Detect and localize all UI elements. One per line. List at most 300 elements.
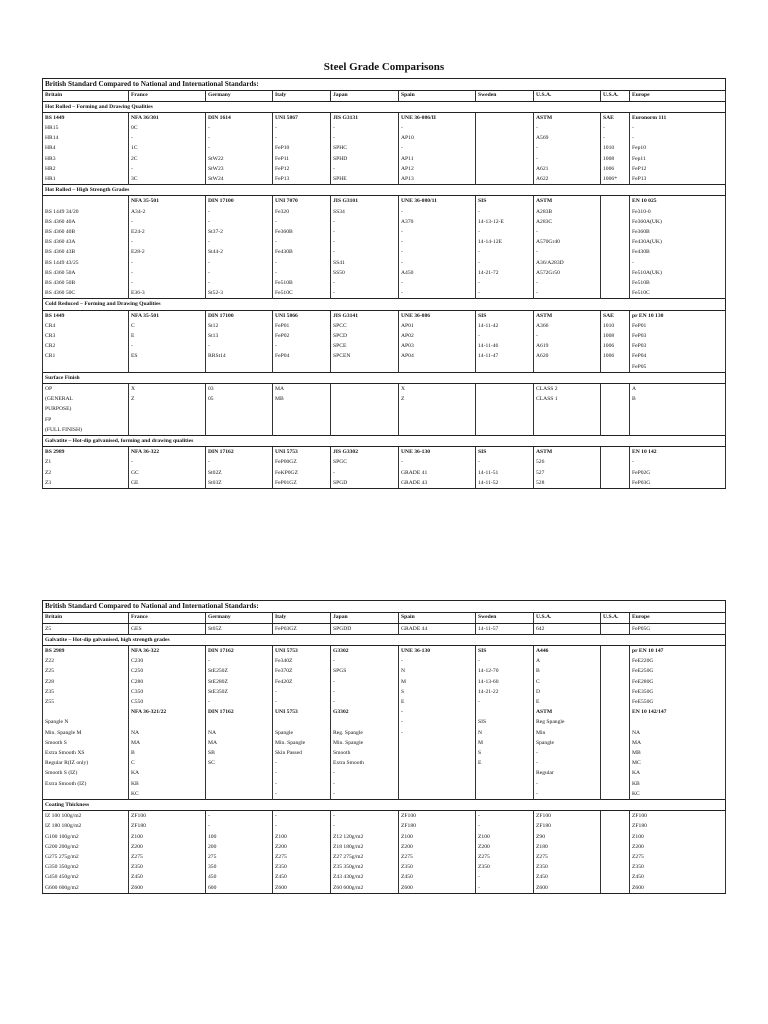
table-cell: FeP13 — [630, 174, 726, 185]
table-cell: FeE220G — [630, 656, 726, 666]
table-cell: - — [399, 717, 476, 727]
column-header: U.S.A. — [601, 91, 630, 102]
table-cell: GRADE 44 — [399, 623, 476, 634]
table-cell: - — [206, 697, 273, 707]
table-cell: KB — [129, 779, 206, 789]
table-cell — [331, 404, 399, 414]
table-cell: SPGC — [331, 457, 399, 467]
table-cell: 14-11-57 — [476, 623, 534, 634]
table-cell: UNE 36-130 — [399, 645, 476, 656]
table-cell: Z2 — [43, 468, 129, 478]
table-cell: StE250Z — [206, 666, 273, 676]
table-cell: BS 4360 40B — [43, 227, 129, 237]
table-row — [43, 112, 726, 123]
table-row — [43, 872, 726, 882]
table-row — [43, 123, 726, 133]
table-cell: Z12 120g/m2 — [331, 832, 399, 842]
table-cell: Min. Spangle M — [43, 728, 129, 738]
table-cell: - — [273, 217, 331, 227]
table-cell — [601, 768, 630, 778]
table-cell: - — [399, 656, 476, 666]
table-cell: C280 — [129, 677, 206, 687]
table-cell: Z35 — [43, 687, 129, 697]
table-cell — [476, 394, 534, 404]
table-cell — [601, 268, 630, 278]
table-cell: Z25 — [43, 666, 129, 676]
table-cell: CR3 — [43, 331, 129, 341]
table-cell: - — [206, 341, 273, 351]
table-cell: B — [129, 748, 206, 758]
table-cell: B — [534, 666, 601, 676]
table-cell — [601, 425, 630, 436]
table-row — [43, 425, 726, 436]
table-cell — [476, 174, 534, 185]
table-cell: - — [534, 143, 601, 153]
table-cell: Z350 — [129, 862, 206, 872]
column-header: Britain — [43, 613, 129, 624]
table-cell: - — [129, 268, 206, 278]
table-cell: Z450 — [129, 872, 206, 882]
table-cell: SS34 — [331, 207, 399, 217]
table-row — [43, 196, 726, 207]
table-cell: KA — [630, 768, 726, 778]
table-cell: G200 200g/m2 — [43, 842, 129, 852]
table-cell — [399, 425, 476, 436]
table-cell: - — [331, 687, 399, 697]
table-cell — [601, 811, 630, 822]
table-caption-row — [43, 601, 726, 613]
table-cell — [331, 415, 399, 425]
table-cell: Z200 — [273, 842, 331, 852]
table-cell: Z600 — [129, 883, 206, 894]
table-row — [43, 645, 726, 656]
table-cell: Z275 — [129, 852, 206, 862]
table-row — [43, 143, 726, 153]
table-cell: NFA 35-501 — [129, 196, 206, 207]
table-cell: 14-11-46 — [476, 341, 534, 351]
table-cell — [399, 415, 476, 425]
table-cell: - — [331, 768, 399, 778]
table-cell: - — [476, 656, 534, 666]
table-cell: - — [399, 278, 476, 288]
section-header-row — [43, 299, 726, 310]
table-cell: UNI 5753 — [273, 645, 331, 656]
table-cell — [399, 758, 476, 768]
table-cell: 14-13-12-E — [476, 217, 534, 227]
table-cell: GRADE 43 — [399, 478, 476, 489]
table-cell: GE — [129, 478, 206, 489]
table-row — [43, 217, 726, 227]
table-cell: Z350 — [534, 862, 601, 872]
section-title: Coating Thickness — [43, 799, 726, 810]
table-cell: A572Gr50 — [534, 268, 601, 278]
table-cell: ZF180 — [630, 821, 726, 831]
table-cell: BS 1449 34/20 — [43, 207, 129, 217]
table-cell: ASTM — [534, 196, 601, 207]
section-header-row — [43, 101, 726, 112]
table-row — [43, 258, 726, 268]
section-header-row — [43, 799, 726, 810]
table-cell: - — [399, 143, 476, 153]
table-cell: - — [476, 278, 534, 288]
column-header: Germany — [206, 91, 273, 102]
table-cell — [476, 133, 534, 143]
table-cell — [476, 123, 534, 133]
table-cell: MB — [630, 748, 726, 758]
table-row — [43, 707, 726, 717]
table-cell: StW24 — [206, 174, 273, 185]
table-cell: Z600 — [630, 883, 726, 894]
table-row — [43, 468, 726, 478]
column-header: Japan — [331, 613, 399, 624]
table-cell — [601, 758, 630, 768]
table-cell: ES — [129, 351, 206, 361]
table-cell: - — [206, 123, 273, 133]
table-row — [43, 383, 726, 394]
table-cell: KC — [630, 789, 726, 800]
table-cell: 527 — [534, 468, 601, 478]
table-cell: - — [206, 457, 273, 467]
table-cell: - — [331, 821, 399, 831]
table-cell — [273, 404, 331, 414]
table-cell: - — [331, 677, 399, 687]
table-cell: E24-2 — [129, 227, 206, 237]
table-cell: SIS — [476, 645, 534, 656]
table-cell: 1006* — [601, 174, 630, 185]
table-cell: - — [476, 457, 534, 467]
table-cell: Z600 — [399, 883, 476, 894]
table-cell: Extra Smooth — [331, 758, 399, 768]
table-cell — [601, 478, 630, 489]
table-cell — [206, 789, 273, 800]
table-cell — [399, 404, 476, 414]
table-cell: S — [476, 748, 534, 758]
column-header: Italy — [273, 91, 331, 102]
table-cell: FP — [43, 415, 129, 425]
column-header: U.S.A. — [534, 613, 601, 624]
table-row — [43, 351, 726, 361]
table-row — [43, 154, 726, 164]
table-cell: - — [399, 707, 476, 717]
table-cell: SPCEN — [331, 351, 399, 361]
table-cell: PURPOSE) — [43, 404, 129, 414]
table-cell — [129, 425, 206, 436]
table-cell: 275 — [206, 852, 273, 862]
table-row — [43, 842, 726, 852]
table-cell: Smooth S (IZ) — [43, 768, 129, 778]
table-cell: 14-21-22 — [476, 687, 534, 697]
table-cell: Z450 — [273, 872, 331, 882]
table-cell — [273, 415, 331, 425]
table-cell: Z100 — [630, 832, 726, 842]
table-cell: FeP02 — [273, 331, 331, 341]
table-cell: 2C — [129, 154, 206, 164]
table-cell: Min. Spangle — [331, 738, 399, 748]
section-title: Cold Reduced – Forming and Drawing Qualities — [43, 299, 726, 310]
table-cell: St05Z — [206, 623, 273, 634]
table-cell — [630, 415, 726, 425]
table-row — [43, 758, 726, 768]
table-cell — [476, 789, 534, 800]
table-cell: Fe510C — [273, 288, 331, 299]
table-cell: Z100 — [399, 832, 476, 842]
table-cell: - — [331, 779, 399, 789]
table-cell: SIS — [476, 717, 534, 727]
table-cell — [476, 383, 534, 394]
table-cell: Z200 — [476, 842, 534, 852]
table-cell: - — [206, 133, 273, 143]
table-row — [43, 697, 726, 707]
table-cell: MA — [273, 383, 331, 394]
table-cell: 14-14-12E — [476, 237, 534, 247]
table-cell: C230 — [129, 656, 206, 666]
table-cell: Z200 — [399, 842, 476, 852]
table-cell: - — [399, 728, 476, 738]
table-cell: CR4 — [43, 321, 129, 331]
table-cell: BS 4360 50B — [43, 278, 129, 288]
table-cell: SPCE — [331, 341, 399, 351]
table-cell: (GENERAL — [43, 394, 129, 404]
table-cell: ZF100 — [630, 811, 726, 822]
table-cell — [206, 404, 273, 414]
table-cell — [630, 717, 726, 727]
table-cell: - — [399, 247, 476, 257]
table-cell: SPGS — [331, 666, 399, 676]
table-cell: - — [476, 821, 534, 831]
table-cell: Reg Spangle — [534, 717, 601, 727]
column-header: France — [129, 613, 206, 624]
table-cell: FeP03 — [630, 331, 726, 341]
table-cell: Fe360B — [630, 227, 726, 237]
table-cell: SAE — [601, 310, 630, 321]
table-cell: UNI 5867 — [273, 112, 331, 123]
table-cell: Fe320 — [273, 207, 331, 217]
table-cell: - — [331, 133, 399, 143]
table-cell: DIN 17162 — [206, 707, 273, 717]
table-cell: 1C — [129, 143, 206, 153]
table-row — [43, 717, 726, 727]
table-cell — [601, 288, 630, 299]
table-cell: E — [129, 331, 206, 341]
table-cell: BS 1449 — [43, 112, 129, 123]
table-cell: EN 10 025 — [630, 196, 726, 207]
table-cell: Z180 — [534, 842, 601, 852]
table-cell — [273, 425, 331, 436]
table-cell: BS 4360 40A — [43, 217, 129, 227]
table-cell — [399, 738, 476, 748]
table-row — [43, 268, 726, 278]
table-cell: M — [399, 677, 476, 687]
table-cell: - — [399, 237, 476, 247]
table-cell: Fep10 — [630, 143, 726, 153]
table-cell — [601, 404, 630, 414]
table-cell — [399, 362, 476, 373]
table-cell: JIS G3101 — [331, 196, 399, 207]
table-cell: - — [601, 133, 630, 143]
table-cell: StE280Z — [206, 677, 273, 687]
table-cell: G3302 — [331, 645, 399, 656]
table-cell: 350 — [206, 862, 273, 872]
table-cell: E — [399, 697, 476, 707]
table-cell: FeP11 — [273, 154, 331, 164]
table-cell: G3302 — [331, 707, 399, 717]
table-cell: FeE550G — [630, 697, 726, 707]
table-cell: 14-11-47 — [476, 351, 534, 361]
table-cell: N — [399, 666, 476, 676]
table-cell: - — [331, 123, 399, 133]
table-cell: Z600 — [273, 883, 331, 894]
table-cell: Z450 — [534, 872, 601, 882]
table-cell: AP02 — [399, 331, 476, 341]
table-row — [43, 237, 726, 247]
table-cell: A622 — [534, 174, 601, 185]
column-header: Britain — [43, 91, 129, 102]
table-cell: Reg. Spangle — [331, 728, 399, 738]
table-row — [43, 656, 726, 666]
table-cell — [534, 362, 601, 373]
table-cell — [601, 779, 630, 789]
table-cell — [630, 404, 726, 414]
table-cell — [601, 623, 630, 634]
table-cell — [206, 415, 273, 425]
table-cell: Skin Passed — [273, 748, 331, 758]
table-cell: - — [206, 821, 273, 831]
table-cell: FeP00GZ — [273, 457, 331, 467]
table-cell — [601, 247, 630, 257]
table-cell: ZF100 — [534, 811, 601, 822]
table-cell: FeP10 — [273, 143, 331, 153]
table-cell: NFA 36-322 — [129, 447, 206, 458]
table-cell: 100 — [206, 832, 273, 842]
table-cell: - — [129, 457, 206, 467]
table-cell — [399, 789, 476, 800]
table-cell: A620 — [534, 351, 601, 361]
table-cell — [129, 362, 206, 373]
comparison-table-1 — [42, 78, 726, 489]
table-row — [43, 883, 726, 894]
table-cell: FeP03 — [630, 341, 726, 351]
table-header-row — [43, 613, 726, 624]
table-cell: A569 — [534, 133, 601, 143]
section-header-row — [43, 372, 726, 383]
table-cell: A366 — [534, 321, 601, 331]
table-cell: Z600 — [534, 883, 601, 894]
table-cell: (FULL FINISH) — [43, 425, 129, 436]
table-cell: Z275 — [476, 852, 534, 862]
table-cell: DIN 1614 — [206, 112, 273, 123]
table-cell: A36/A283D — [534, 258, 601, 268]
table-row — [43, 247, 726, 257]
table-cell — [476, 415, 534, 425]
table-cell: - — [534, 247, 601, 257]
table-cell: A — [534, 656, 601, 666]
table-cell — [476, 362, 534, 373]
table-cell: 600 — [206, 883, 273, 894]
table-cell: - — [129, 237, 206, 247]
table-cell: - — [206, 207, 273, 217]
table-cell: Fe360B — [273, 227, 331, 237]
table-cell: A283C — [534, 217, 601, 227]
table-cell — [476, 779, 534, 789]
table-cell: BS 4360 43B — [43, 247, 129, 257]
table-cell — [129, 717, 206, 727]
table-cell: BS 1449 43/25 — [43, 258, 129, 268]
table-cell: - — [476, 227, 534, 237]
table-cell: Fe510B — [273, 278, 331, 288]
table-cell: UNE 36-130 — [399, 447, 476, 458]
table-cell: - — [129, 341, 206, 351]
table-cell: Fe430B — [273, 247, 331, 257]
table-cell — [630, 425, 726, 436]
table-cell: N — [476, 728, 534, 738]
table-cell: C — [129, 321, 206, 331]
table-cell — [129, 415, 206, 425]
table-row — [43, 478, 726, 489]
table-cell — [476, 164, 534, 174]
table-cell — [43, 196, 129, 207]
table-cell: 200 — [206, 842, 273, 852]
table-row — [43, 174, 726, 185]
column-header: Sweden — [476, 91, 534, 102]
table-cell: E36-3 — [129, 288, 206, 299]
table-cell — [534, 415, 601, 425]
table-cell — [601, 656, 630, 666]
table-row — [43, 789, 726, 800]
table-cell: 0C — [129, 123, 206, 133]
table-cell: 14-11-52 — [476, 478, 534, 489]
table-cell: Z43 430g/m2 — [331, 872, 399, 882]
table-cell: - — [476, 258, 534, 268]
table-cell: Z200 — [129, 842, 206, 852]
table-row — [43, 779, 726, 789]
table-cell: E — [476, 758, 534, 768]
table-cell — [476, 154, 534, 164]
table-cell: - — [206, 268, 273, 278]
table-cell: - — [273, 779, 331, 789]
column-header: Spain — [399, 613, 476, 624]
table-cell: EN 10 142/147 — [630, 707, 726, 717]
table-cell: Z350 — [476, 862, 534, 872]
table-cell — [601, 457, 630, 467]
table-cell: 450 — [206, 872, 273, 882]
table-cell: ZF180 — [129, 821, 206, 831]
table-cell: 3C — [129, 174, 206, 185]
table-cell: SIS — [476, 196, 534, 207]
table-cell: - — [601, 123, 630, 133]
table-cell — [601, 862, 630, 872]
table-cell: FeP01GZ — [273, 478, 331, 489]
table-cell: BS 1449 — [43, 310, 129, 321]
table-caption: British Standard Compared to National and International Standards: — [43, 79, 726, 91]
table-cell — [206, 362, 273, 373]
table-cell: MB — [273, 394, 331, 404]
table-cell: Min — [534, 728, 601, 738]
table-cell: Fe510A(UK) — [630, 268, 726, 278]
table-cell: - — [273, 758, 331, 768]
table-cell: FeP01 — [630, 321, 726, 331]
table-cell: BS 4360 50C — [43, 288, 129, 299]
table-row — [43, 862, 726, 872]
table-cell: Z5 — [43, 623, 129, 634]
table-cell: A450 — [399, 268, 476, 278]
table-row — [43, 811, 726, 822]
table-cell: SPGDD — [331, 623, 399, 634]
table-cell — [601, 207, 630, 217]
table-cell: - — [273, 268, 331, 278]
table-cell — [601, 383, 630, 394]
table-cell: FeP05 — [630, 362, 726, 373]
table-row — [43, 310, 726, 321]
